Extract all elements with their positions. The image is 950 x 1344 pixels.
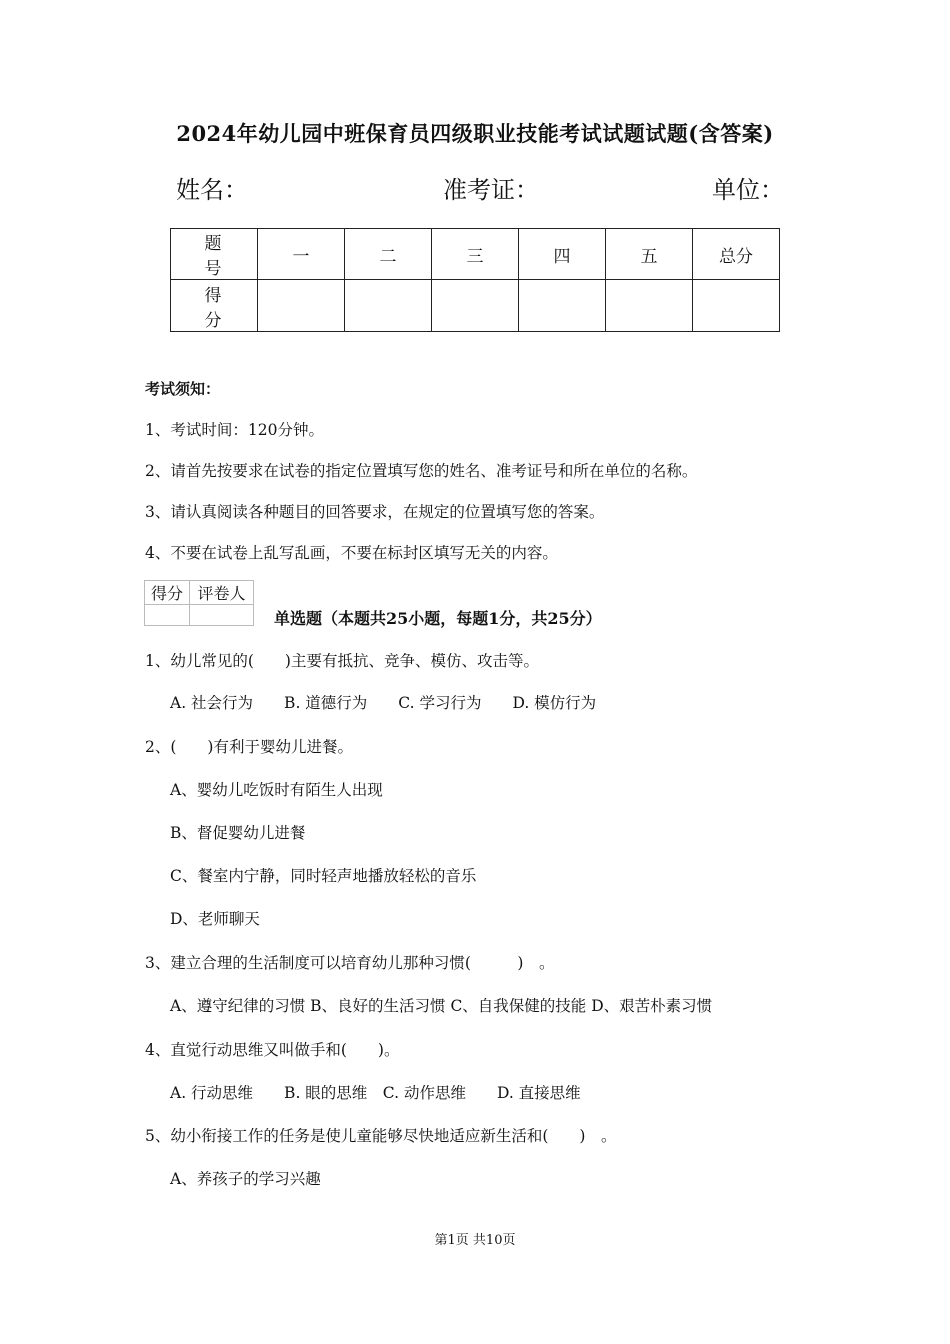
question-stem: 4、直觉行动思维又叫做手和( )。 — [145, 1041, 400, 1059]
notice-item: 3、请认真阅读各种题目的回答要求，在规定的位置填写您的答案。 — [145, 503, 605, 521]
question-stem: 2、( )有利于婴幼儿进餐。 — [145, 738, 353, 756]
grader-score-cell — [145, 605, 190, 626]
score-table — [170, 228, 780, 332]
question-option: A、婴幼儿吃饭时有陌生人出现 — [170, 781, 383, 799]
question-option: C、餐室内宁静，同时轻声地播放轻松的音乐 — [170, 867, 477, 885]
score-table-header-row — [171, 229, 780, 280]
question-option: D、老师聊天 — [170, 910, 260, 928]
section-title: 单选题（本题共25小题，每题1分，共25分） — [274, 609, 602, 628]
column-1-header: 一 — [258, 229, 345, 280]
grader-name-label: 评卷人 — [190, 581, 254, 605]
name-label: 姓名： — [176, 176, 248, 204]
header-label-cell: 题号 — [171, 229, 258, 280]
score-cell-2 — [345, 280, 432, 332]
column-5-header: 五 — [606, 229, 693, 280]
question-stem: 1、幼儿常见的( )主要有抵抗、竞争、模仿、攻击等。 — [145, 652, 539, 670]
question-option: A、养孩子的学习兴趣 — [170, 1170, 321, 1188]
question-option: A、遵守纪律的习惯 B、良好的生活习惯 C、自我保健的技能 D、艰苦朴素习惯 — [170, 997, 713, 1015]
notice-item: 4、不要在试卷上乱写乱画，不要在标封区填写无关的内容。 — [145, 544, 558, 562]
score-cell-total — [693, 280, 780, 332]
score-table-score-row — [171, 280, 780, 332]
question-stem: 5、幼小衔接工作的任务是使儿童能够尽快地适应新生活和( ) 。 — [145, 1127, 617, 1145]
unit-label: 单位： — [712, 176, 784, 204]
column-3-header: 三 — [432, 229, 519, 280]
score-cell-1 — [258, 280, 345, 332]
page-title: 2024年幼儿园中班保育员四级职业技能考试试题试题(含答案) — [176, 121, 774, 146]
score-cell-3 — [432, 280, 519, 332]
question-option: A. 社会行为 B. 道德行为 C. 学习行为 D. 模仿行为 — [170, 694, 597, 712]
page-footer: 第1页 共10页 — [434, 1233, 516, 1248]
score-label-cell: 得分 — [171, 280, 258, 332]
score-cell-5 — [606, 280, 693, 332]
grader-score-label: 得分 — [145, 581, 190, 605]
score-cell-4 — [519, 280, 606, 332]
column-4-header: 四 — [519, 229, 606, 280]
question-option: B、督促婴幼儿进餐 — [170, 824, 306, 842]
exam-number-label: 准考证： — [443, 176, 539, 204]
column-2-header: 二 — [345, 229, 432, 280]
grader-box — [144, 580, 254, 626]
total-column-header: 总分 — [693, 229, 780, 280]
notice-item: 1、考试时间：120分钟。 — [145, 421, 324, 439]
question-stem: 3、建立合理的生活制度可以培育幼儿那种习惯( ) 。 — [145, 954, 555, 972]
notice-title: 考试须知： — [145, 380, 221, 398]
notice-item: 2、请首先按要求在试卷的指定位置填写您的姓名、准考证号和所在单位的名称。 — [145, 462, 698, 480]
grader-name-cell — [190, 605, 254, 626]
question-option: A. 行动思维 B. 眼的思维 C. 动作思维 D. 直接思维 — [170, 1084, 581, 1102]
